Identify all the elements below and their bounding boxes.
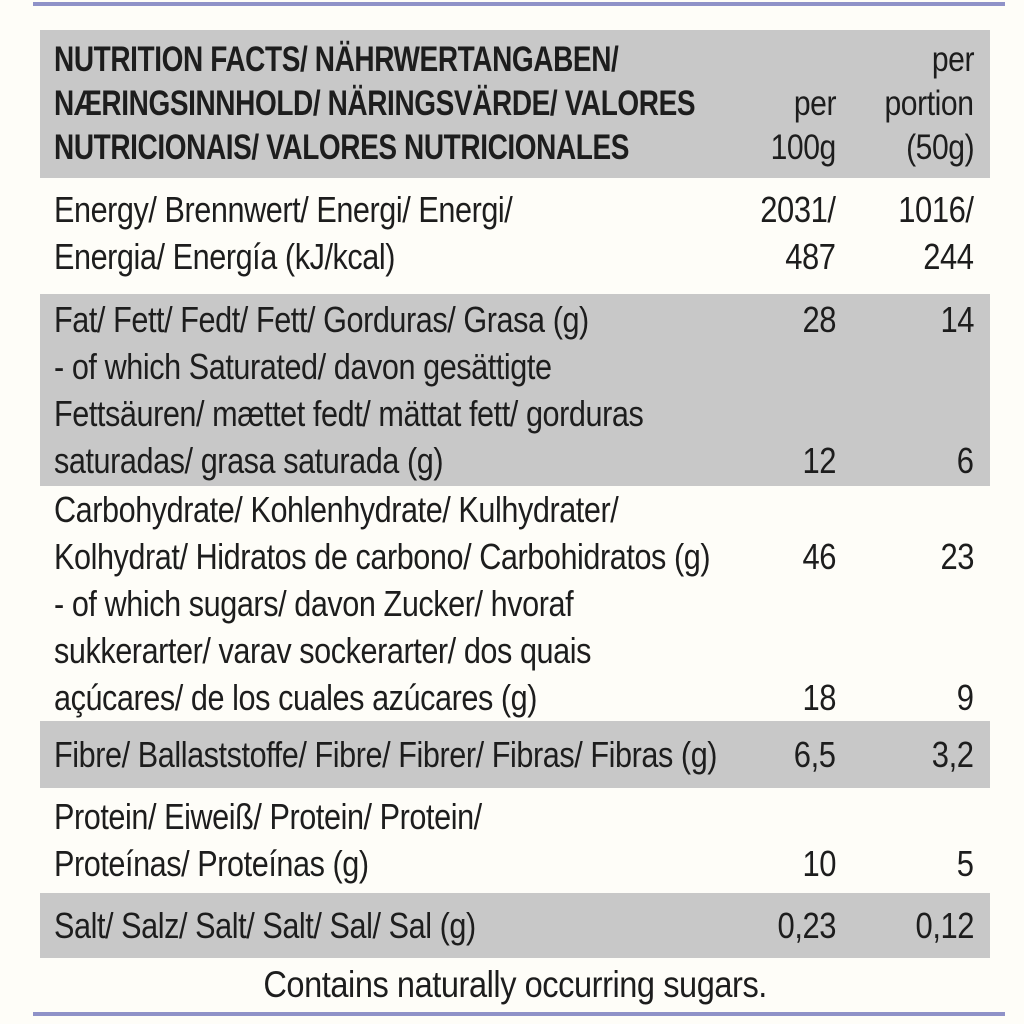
top-rule xyxy=(33,2,1005,6)
value-per-100g: 0,23 xyxy=(777,905,836,946)
value-per-100g: 12 xyxy=(802,440,836,481)
row-label: saturadas/ grasa saturada (g) xyxy=(54,440,444,481)
table-row xyxy=(40,902,990,949)
value-per-100g: 2031/ xyxy=(760,189,836,230)
table-title-line-2: NÆRINGSINNHOLD/ NÄRINGSVÄRDE/ VALORES xyxy=(54,84,696,123)
value-per-portion: 3,2 xyxy=(932,734,974,775)
value-per-100g: 487 xyxy=(785,236,836,277)
value-per-portion: 1016/ xyxy=(898,189,974,230)
row-label: - of which Saturated/ davon gesättigte xyxy=(54,346,552,387)
value-per-100g: 10 xyxy=(802,843,836,884)
footer-note xyxy=(40,958,990,1012)
section-fibre xyxy=(40,721,990,788)
row-label: Fibre/ Ballaststoffe/ Fibre/ Fibrer/ Fibras/ Fibras (g) xyxy=(54,734,718,775)
value-per-100g: 46 xyxy=(802,536,836,577)
value-per-portion: 6 xyxy=(957,440,974,481)
table-row xyxy=(40,486,990,533)
table-row xyxy=(40,580,990,627)
section-energy xyxy=(40,178,990,294)
value-per-portion: 9 xyxy=(957,677,974,718)
row-label: Kolhydrat/ Hidratos de carbono/ Carbohidratos (g) xyxy=(54,536,711,577)
value-per-portion: 14 xyxy=(940,299,974,340)
row-label: Proteínas/ Proteínas (g) xyxy=(54,843,369,884)
row-label: Energia/ Energía (kJ/kcal) xyxy=(54,236,396,277)
value-per-portion: 23 xyxy=(940,536,974,577)
header-line xyxy=(40,82,990,126)
row-label: Carbohydrate/ Kohlenhydrate/ Kulhydrater/ xyxy=(54,489,619,530)
row-label: açúcares/ de los cuales azúcares (g) xyxy=(54,677,538,718)
row-label: Salt/ Salz/ Salt/ Salt/ Sal/ Sal (g) xyxy=(54,905,476,946)
section-salt xyxy=(40,893,990,958)
table-row xyxy=(40,390,990,437)
table-row xyxy=(40,674,990,721)
row-label: - of which sugars/ davon Zucker/ hvoraf xyxy=(54,583,574,624)
table-row xyxy=(40,296,990,343)
table-header xyxy=(40,30,990,178)
row-label: Protein/ Eiweiß/ Protein/ Protein/ xyxy=(54,796,482,837)
table-row xyxy=(40,343,990,390)
value-per-portion: 244 xyxy=(923,236,974,277)
table-row xyxy=(40,731,990,778)
table-row xyxy=(40,233,990,280)
footer-note-text: Contains naturally occurring sugars. xyxy=(263,964,767,1005)
row-label: Fat/ Fett/ Fedt/ Fett/ Gorduras/ Grasa (g) xyxy=(54,299,589,340)
section-protein xyxy=(40,788,990,893)
header-line xyxy=(40,38,990,82)
value-per-portion: 0,12 xyxy=(915,905,974,946)
column-header-per-100g: 100g xyxy=(770,128,836,167)
table-row xyxy=(40,840,990,887)
value-per-portion: 5 xyxy=(957,843,974,884)
column-header-per-100g: per xyxy=(793,84,836,123)
value-per-100g: 18 xyxy=(802,677,836,718)
table-title-line-3: NUTRICIONAIS/ VALORES NUTRICIONALES xyxy=(54,128,630,167)
section-carbohydrate xyxy=(40,486,990,721)
table-row xyxy=(40,533,990,580)
table-row xyxy=(40,627,990,674)
row-label: Energy/ Brennwert/ Energi/ Energi/ xyxy=(54,189,513,230)
nutrition-table xyxy=(40,30,990,1012)
table-row xyxy=(40,793,990,840)
column-header-per-portion: (50g) xyxy=(905,128,974,167)
column-header-per-portion: per xyxy=(931,40,974,79)
row-label: sukkerarter/ varav sockerarter/ dos quais xyxy=(54,630,592,671)
table-row xyxy=(40,186,990,233)
table-title-line-1: NUTRITION FACTS/ NÄHRWERTANGABEN/ xyxy=(54,40,619,79)
table-row xyxy=(40,437,990,484)
value-per-100g: 28 xyxy=(802,299,836,340)
header-line xyxy=(40,126,990,170)
column-header-per-portion: portion xyxy=(884,84,974,123)
bottom-rule xyxy=(33,1012,1005,1016)
section-fat xyxy=(40,294,990,486)
row-label: Fettsäuren/ mættet fedt/ mättat fett/ gorduras xyxy=(54,393,644,434)
value-per-100g: 6,5 xyxy=(794,734,836,775)
